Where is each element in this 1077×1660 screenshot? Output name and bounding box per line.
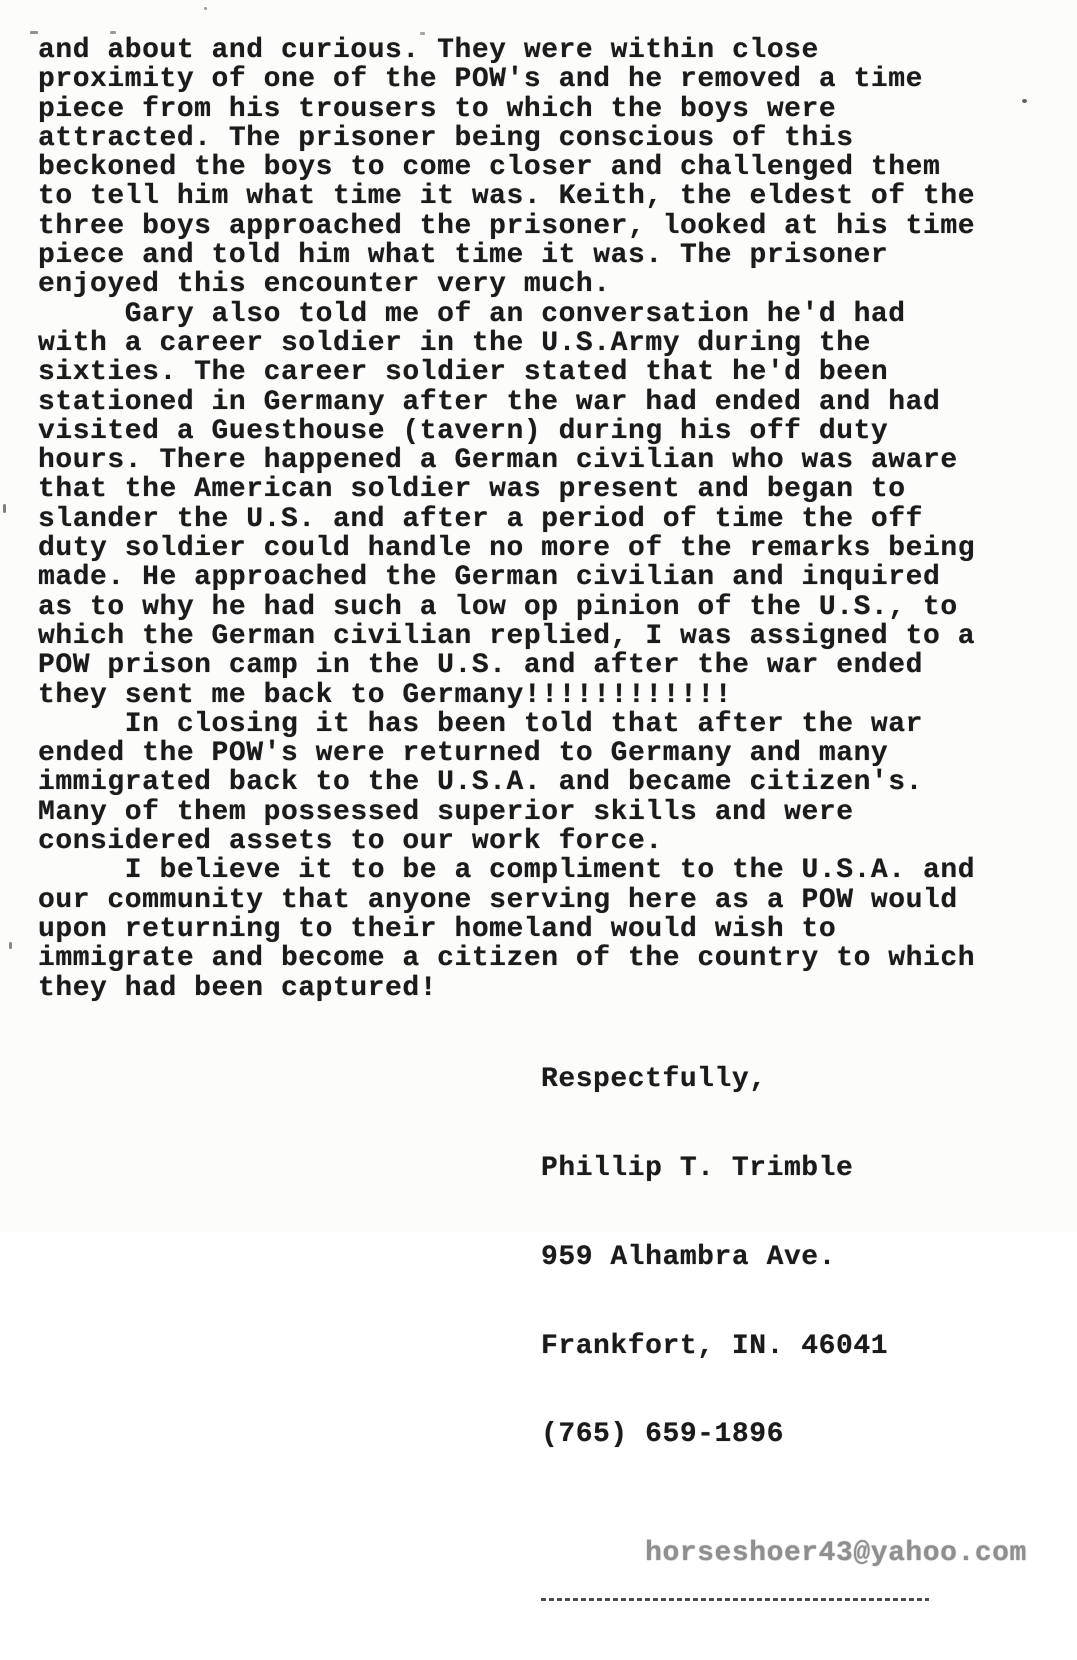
scan-speck bbox=[30, 31, 38, 34]
text-line: visited a Guesthouse (tavern) during his off duty bbox=[38, 415, 889, 447]
text-line: and about and curious. They were within close bbox=[38, 35, 819, 66]
text-line: piece from his trousers to which the boys were bbox=[38, 93, 837, 125]
text-line: our community that anyone serving here as a POW would bbox=[38, 884, 958, 916]
text-line: hours. There happened a German civilian who was aware bbox=[38, 445, 958, 477]
closing-line: Respectfully, bbox=[541, 1064, 767, 1096]
text-line: with a career soldier in the U.S.Army during the bbox=[38, 327, 871, 359]
paragraph bbox=[38, 36, 975, 300]
text-line: made. He approached the German civilian and inquired bbox=[38, 562, 941, 594]
paragraph bbox=[38, 710, 975, 856]
signer-name: Phillip T. Trimble bbox=[541, 1152, 854, 1184]
paragraph bbox=[38, 300, 975, 710]
text-line: which the German civilian replied, I was assigned to a bbox=[38, 620, 976, 652]
text-line: they sent me back to Germany!!!!!!!!!!!! bbox=[38, 679, 733, 711]
text-line: stationed in Germany after the war had ended and had bbox=[38, 386, 941, 418]
scan-speck bbox=[962, 193, 965, 196]
email-address: horseshoer43@yahoo.com bbox=[645, 1537, 1027, 1569]
text-line: slander the U.S. and after a period of time the off bbox=[38, 503, 923, 535]
letter-body bbox=[38, 36, 975, 1003]
text-line: they had been captured! bbox=[38, 972, 438, 1004]
signature-block bbox=[541, 1006, 1027, 1598]
text-line: duty soldier could handle no more of the remarks being bbox=[38, 533, 976, 565]
address-line-1: 959 Alhambra Ave. bbox=[541, 1241, 836, 1273]
scan-speck bbox=[110, 31, 116, 34]
address-line-2: Frankfort, IN. 46041 bbox=[541, 1330, 889, 1362]
text-line: piece and told him what time it was. The prisoner bbox=[38, 240, 889, 272]
text-line: as to why he had such a low op pinion of the U.S., to bbox=[38, 591, 958, 623]
text-line: sixties. The career soldier stated that he'd been bbox=[38, 357, 889, 389]
text-line: Many of them possessed superior skills and were bbox=[38, 796, 854, 828]
scan-speck bbox=[1022, 99, 1027, 103]
text-line: three boys approached the prisoner, looked at his time bbox=[38, 210, 976, 242]
phone-line: (765) 659-1896 bbox=[541, 1419, 784, 1451]
text-line: Gary also told me of an conversation he'd had bbox=[38, 298, 906, 330]
text-line: enjoyed this encounter very much. bbox=[38, 269, 611, 301]
text-line: I believe it to be a compliment to the U.S.A. and bbox=[38, 855, 976, 887]
text-line: ended the POW's were returned to Germany and many bbox=[38, 738, 889, 770]
text-line: immigrated back to the U.S.A. and became citizen's. bbox=[38, 767, 923, 799]
text-line: attracted. The prisoner being conscious of this bbox=[38, 122, 854, 154]
text-line: to tell him what time it was. Keith, the eldest of the bbox=[38, 181, 976, 213]
scan-speck bbox=[3, 504, 6, 513]
paragraph bbox=[38, 856, 975, 1002]
email-underline bbox=[541, 1598, 929, 1601]
text-line: proximity of one of the POW's and he removed a time bbox=[38, 64, 923, 96]
scan-speck bbox=[204, 7, 207, 10]
scan-speck bbox=[9, 942, 12, 949]
text-line: POW prison camp in the U.S. and after the war ended bbox=[38, 650, 923, 682]
email-line bbox=[541, 1509, 1027, 1569]
text-line: that the American soldier was present and began to bbox=[38, 474, 906, 506]
scan-speck bbox=[420, 32, 425, 35]
text-line: beckoned the boys to come closer and challenged them bbox=[38, 152, 941, 184]
text-line: upon returning to their homeland would wish to bbox=[38, 913, 837, 945]
text-line: immigrate and become a citizen of the country to which bbox=[38, 943, 976, 975]
text-line: In closing it has been told that after the war bbox=[38, 708, 923, 740]
text-line: considered assets to our work force. bbox=[38, 826, 663, 858]
